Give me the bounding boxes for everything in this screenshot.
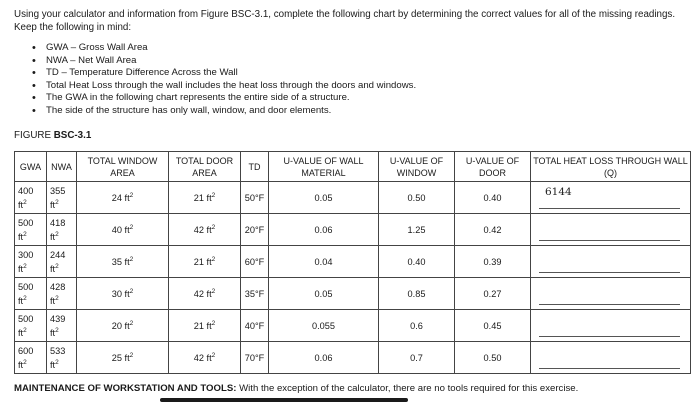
note-td: • TD – Temperature Difference Across the Wall: [30, 67, 416, 80]
u-door-cell: 0.40: [455, 182, 531, 214]
table-body: [15, 182, 691, 374]
squared-superscript: 2: [55, 262, 59, 270]
horizontal-scrollbar[interactable]: [160, 398, 408, 402]
door-area-cell-unit: ft: [206, 320, 212, 331]
note-elements: • The side of the structure has only wall, window, and door elements.: [30, 105, 416, 118]
door-area-cell-value: 42: [193, 288, 204, 299]
td-cell: 70°F: [241, 342, 269, 374]
gwa-cell: [15, 342, 47, 374]
gwa-cell-value: 500: [18, 281, 34, 292]
squared-superscript: 2: [211, 255, 216, 263]
door-area-cell: [169, 246, 241, 278]
gwa-cell-unit: ft: [18, 263, 24, 274]
nwa-cell: [47, 278, 77, 310]
header-td: TD: [241, 152, 269, 182]
answer-blank-line[interactable]: [539, 368, 680, 369]
nwa-cell-value: 244: [50, 249, 66, 260]
window-area-cell: [77, 310, 169, 342]
squared-superscript: 2: [129, 255, 134, 263]
u-window-cell: 0.50: [379, 182, 455, 214]
footer-label: MAINTENANCE OF WORKSTATION AND TOOLS:: [14, 383, 237, 394]
u-door-cell: 0.42: [455, 214, 531, 246]
door-area-cell-value: 21: [193, 256, 204, 267]
window-area-cell-unit: ft: [124, 352, 130, 363]
squared-superscript: 2: [23, 198, 27, 206]
header-door-area: TOTAL DOOR AREA: [169, 152, 241, 182]
squared-superscript: 2: [129, 351, 134, 359]
table-row: [15, 278, 691, 310]
nwa-cell: [47, 310, 77, 342]
window-area-cell-value: 20: [111, 320, 122, 331]
squared-superscript: 2: [211, 287, 216, 295]
squared-superscript: 2: [129, 191, 134, 199]
heat-loss-cell: [531, 310, 691, 342]
window-area-cell-value: 30: [111, 288, 122, 299]
header-q: TOTAL HEAT LOSS THROUGH WALL (Q): [531, 152, 691, 182]
nwa-cell-value: 355: [50, 185, 66, 196]
gwa-cell-unit: ft: [18, 199, 24, 210]
u-window-cell: 0.6: [379, 310, 455, 342]
u-wall-cell: 0.055: [269, 310, 379, 342]
footer-text: With the exception of the calculator, there are no tools required for this exercise.: [236, 383, 579, 394]
squared-superscript: 2: [23, 262, 27, 270]
gwa-cell-value: 500: [18, 217, 34, 228]
gwa-cell: [15, 310, 47, 342]
u-door-cell: 0.39: [455, 246, 531, 278]
nwa-cell: [47, 182, 77, 214]
header-u-door: U-VALUE OF DOOR: [455, 152, 531, 182]
door-area-cell-unit: ft: [206, 224, 212, 235]
door-area-cell: [169, 310, 241, 342]
heat-loss-cell: [531, 342, 691, 374]
table-row: [15, 214, 691, 246]
squared-superscript: 2: [211, 319, 216, 327]
nwa-cell: [47, 214, 77, 246]
table-row: [15, 342, 691, 374]
u-wall-cell: 0.04: [269, 246, 379, 278]
nwa-cell-unit: ft: [50, 231, 56, 242]
window-area-cell-unit: ft: [124, 320, 130, 331]
td-cell: 40°F: [241, 310, 269, 342]
table-header-row: [15, 152, 691, 182]
window-area-cell-value: 24: [111, 192, 122, 203]
gwa-cell-unit: ft: [18, 231, 24, 242]
gwa-cell-unit: ft: [18, 295, 24, 306]
gwa-cell-value: 500: [18, 313, 34, 324]
heat-loss-table: [14, 151, 691, 374]
door-area-cell: [169, 342, 241, 374]
door-area-cell-unit: ft: [206, 256, 212, 267]
td-cell: 35°F: [241, 278, 269, 310]
header-gwa: GWA: [15, 152, 47, 182]
note-gwa-side: • The GWA in the following chart represents the entire side of a structure.: [30, 92, 416, 105]
door-area-cell-unit: ft: [206, 192, 212, 203]
squared-superscript: 2: [55, 358, 59, 366]
nwa-cell-unit: ft: [50, 199, 56, 210]
header-nwa: NWA: [47, 152, 77, 182]
nwa-cell: [47, 246, 77, 278]
door-area-cell: [169, 214, 241, 246]
squared-superscript: 2: [129, 287, 134, 295]
window-area-cell-value: 40: [111, 224, 122, 235]
squared-superscript: 2: [129, 223, 134, 231]
window-area-cell: [77, 214, 169, 246]
squared-superscript: 2: [23, 358, 27, 366]
gwa-cell: [15, 214, 47, 246]
header-window-area: TOTAL WINDOW AREA: [77, 152, 169, 182]
note-total-heat-loss: • Total Heat Loss through the wall includes the heat loss through the doors and windows.: [30, 80, 416, 93]
window-area-cell: [77, 342, 169, 374]
nwa-cell: [47, 342, 77, 374]
u-door-cell: 0.50: [455, 342, 531, 374]
note-gwa: • GWA – Gross Wall Area: [30, 42, 416, 55]
answer-blank-line[interactable]: [539, 208, 680, 209]
squared-superscript: 2: [55, 294, 59, 302]
squared-superscript: 2: [55, 230, 59, 238]
squared-superscript: 2: [23, 230, 27, 238]
door-area-cell-unit: ft: [206, 352, 212, 363]
u-door-cell: 0.27: [455, 278, 531, 310]
gwa-cell: [15, 246, 47, 278]
figure-id: BSC-3.1: [53, 130, 92, 141]
window-area-cell-unit: ft: [124, 224, 130, 235]
window-area-cell: [77, 278, 169, 310]
gwa-cell-value: 600: [18, 345, 34, 356]
u-window-cell: 1.25: [379, 214, 455, 246]
answer-blank-line[interactable]: [539, 336, 680, 337]
heat-loss-cell: [531, 278, 691, 310]
table-row: [15, 310, 691, 342]
door-area-cell-value: 21: [193, 320, 204, 331]
door-area-cell-value: 42: [193, 224, 204, 235]
td-cell: 50°F: [241, 182, 269, 214]
window-area-cell-unit: ft: [124, 192, 130, 203]
heat-loss-cell: [531, 246, 691, 278]
heat-loss-cell: [531, 182, 691, 214]
door-area-cell-value: 42: [193, 352, 204, 363]
squared-superscript: 2: [55, 198, 59, 206]
nwa-cell-value: 418: [50, 217, 66, 228]
window-area-cell-unit: ft: [124, 288, 130, 299]
gwa-cell-unit: ft: [18, 359, 24, 370]
gwa-cell-value: 400: [18, 185, 34, 196]
gwa-cell-value: 300: [18, 249, 34, 260]
gwa-cell: [15, 182, 47, 214]
td-cell: 60°F: [241, 246, 269, 278]
nwa-cell-unit: ft: [50, 295, 56, 306]
figure-prefix: FIGURE: [14, 130, 54, 141]
squared-superscript: 2: [129, 319, 134, 327]
u-wall-cell: 0.05: [269, 278, 379, 310]
nwa-cell-unit: ft: [50, 263, 56, 274]
nwa-cell-value: 533: [50, 345, 66, 356]
u-door-cell: 0.45: [455, 310, 531, 342]
squared-superscript: 2: [55, 326, 59, 334]
nwa-cell-unit: ft: [50, 359, 56, 370]
heat-loss-answer: 6144: [545, 186, 572, 198]
u-wall-cell: 0.06: [269, 214, 379, 246]
footer-note: [14, 383, 578, 394]
td-cell: 20°F: [241, 214, 269, 246]
note-nwa: • NWA – Net Wall Area: [30, 55, 416, 68]
u-window-cell: 0.85: [379, 278, 455, 310]
u-wall-cell: 0.05: [269, 182, 379, 214]
window-area-cell-value: 25: [111, 352, 122, 363]
window-area-cell: [77, 246, 169, 278]
heat-loss-cell: [531, 214, 691, 246]
window-area-cell-value: 35: [111, 256, 122, 267]
header-u-wall: U-VALUE OF WALL MATERIAL: [269, 152, 379, 182]
notes-list: [30, 42, 416, 118]
table-row: [15, 182, 691, 214]
u-window-cell: 0.7: [379, 342, 455, 374]
squared-superscript: 2: [23, 294, 27, 302]
table-row: [15, 246, 691, 278]
answer-blank-line[interactable]: [539, 272, 680, 273]
gwa-cell-unit: ft: [18, 327, 24, 338]
gwa-cell: [15, 278, 47, 310]
squared-superscript: 2: [211, 223, 216, 231]
header-u-window: U-VALUE OF WINDOW: [379, 152, 455, 182]
instructions-text: Using your calculator and information from Figure BSC-3.1, complete the following chart by determining the correct values for all of the missing readings. Keep the following in mind:: [14, 9, 676, 33]
figure-label: [14, 130, 91, 141]
window-area-cell-unit: ft: [124, 256, 130, 267]
squared-superscript: 2: [211, 351, 216, 359]
u-wall-cell: 0.06: [269, 342, 379, 374]
nwa-cell-value: 428: [50, 281, 66, 292]
door-area-cell-unit: ft: [206, 288, 212, 299]
nwa-cell-unit: ft: [50, 327, 56, 338]
squared-superscript: 2: [211, 191, 216, 199]
answer-blank-line[interactable]: [539, 240, 680, 241]
nwa-cell-value: 439: [50, 313, 66, 324]
answer-blank-line[interactable]: [539, 304, 680, 305]
u-window-cell: 0.40: [379, 246, 455, 278]
door-area-cell: [169, 182, 241, 214]
window-area-cell: [77, 182, 169, 214]
squared-superscript: 2: [23, 326, 27, 334]
door-area-cell: [169, 278, 241, 310]
door-area-cell-value: 21: [193, 192, 204, 203]
